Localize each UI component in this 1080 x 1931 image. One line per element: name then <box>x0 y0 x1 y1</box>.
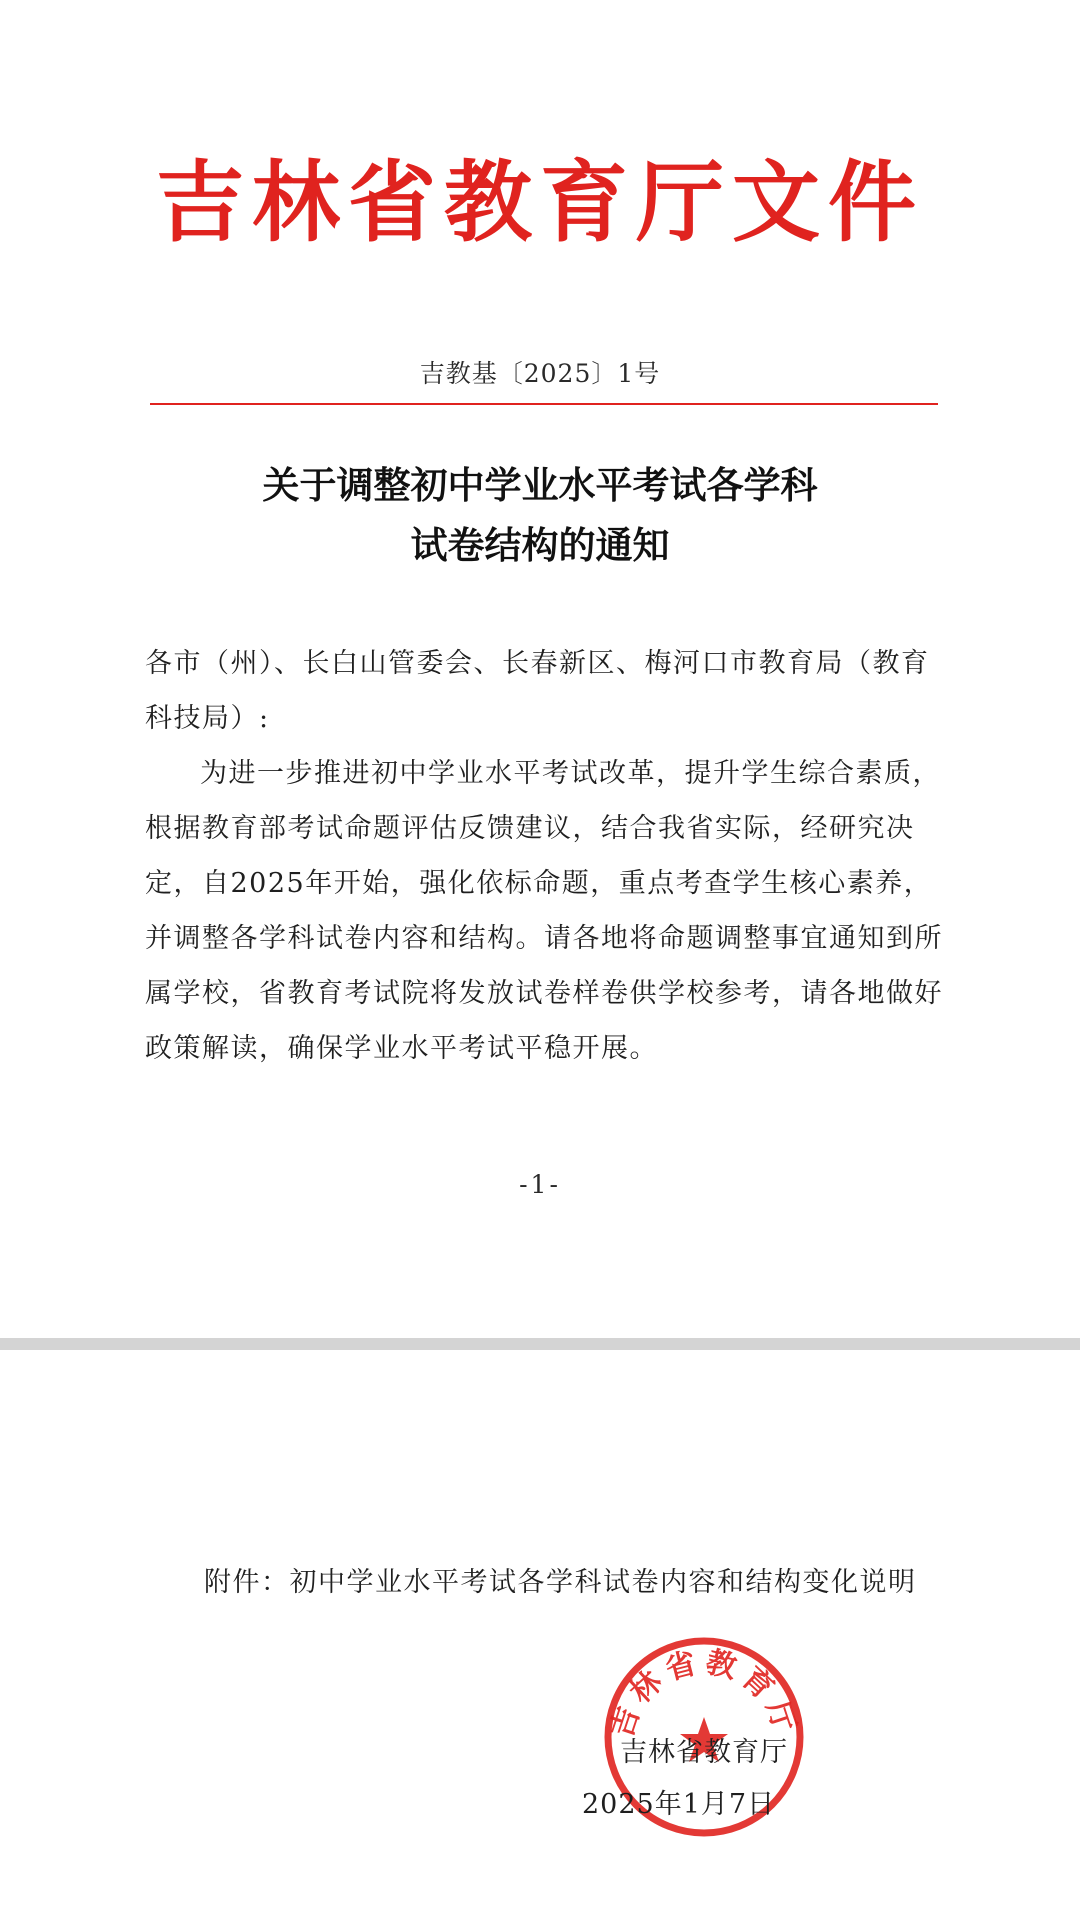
recipients-line: 各市（州）、长白山管委会、长春新区、梅河口市教育局（教育科技局）: <box>145 648 930 734</box>
red-divider-line <box>150 403 938 405</box>
svg-text:吉林省教育厅: 吉林省教育厅 <box>604 1644 804 1743</box>
signature-date: 2025年1月7日 <box>582 1789 776 1820</box>
signature-organization: 吉林省教育厅 <box>620 1737 788 1768</box>
body-paragraph: 为进一步推进初中学业水平考试改革，提升学生综合素质，根据教育部考试命题评估反馈建议，结合我省实际，经研究决定，自2025年开始，强化依标命题，重点考查学生核心素养，并调整各学科试卷内容和结构。请各地将命题调整事宜通知到所属学校，省教育考试院将发放试卷样卷供学校参考，请各地做好政策解读，确保学业水平考试平稳开展。 <box>145 758 943 1064</box>
attachment-line: 附件：初中学业水平考试各学科试卷内容和结构变化说明 <box>204 1567 917 1598</box>
document-body <box>145 636 945 1076</box>
document-number: 吉教基〔2025〕1号 <box>419 359 661 388</box>
document-title <box>0 456 1080 576</box>
page-number: -1- <box>519 1170 561 1199</box>
page-divider <box>0 1338 1080 1350</box>
document-page-2 <box>0 1350 1080 1931</box>
document-title-line-2: 试卷结构的通知 <box>410 524 670 567</box>
document-masthead: 吉林省教育厅文件 <box>155 151 924 254</box>
document-title-line-1: 关于调整初中学业水平考试各学科 <box>262 464 818 507</box>
